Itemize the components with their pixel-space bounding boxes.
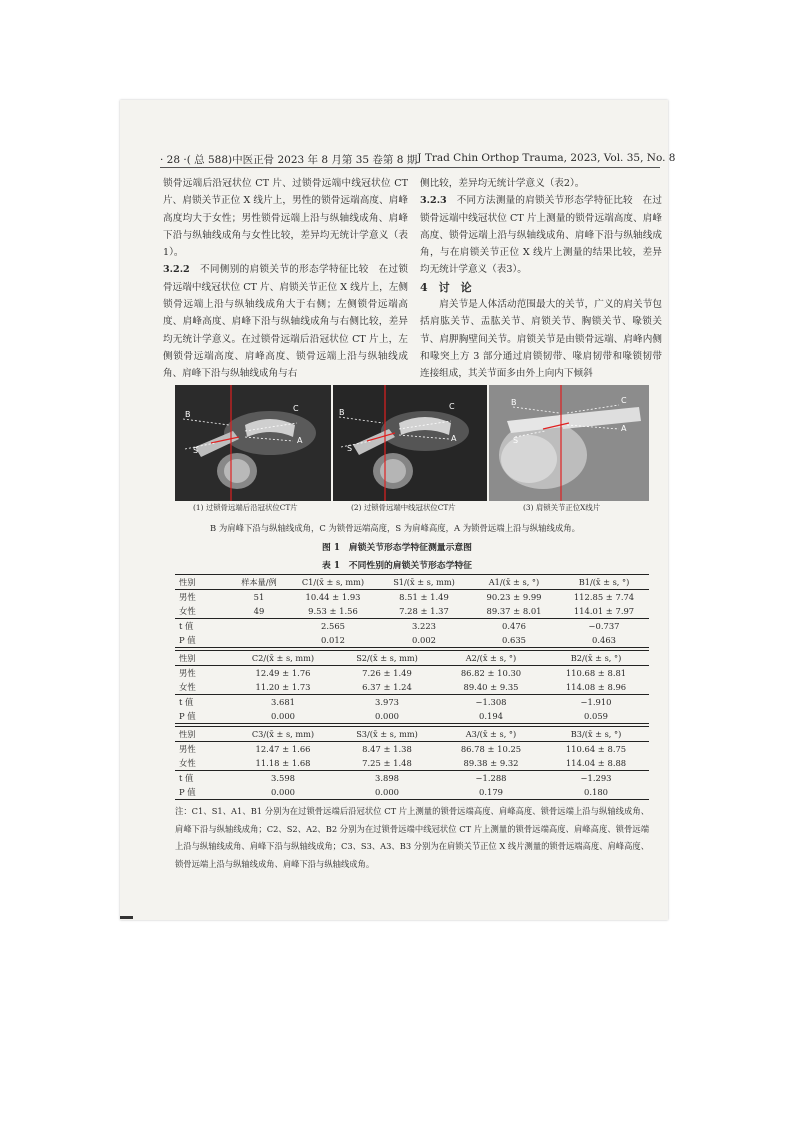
figure-caption-1: (1) 过锁骨远端后沿冠状位CT片	[193, 503, 298, 512]
running-header	[160, 152, 676, 167]
table-row: P 值 0.012 0.002 0.635 0.463	[175, 633, 649, 648]
table-row: 男性 12.47 ± 1.66 8.47 ± 1.38 86.78 ± 10.25 110.64 ± 8.75	[179, 744, 627, 754]
col-header: 性别	[175, 575, 231, 590]
subsection-number: 3.2.3	[420, 195, 447, 207]
table-row: 女性 11.20 ± 1.73 6.37 ± 1.24 89.40 ± 9.35 114.08 ± 8.96	[175, 680, 649, 695]
stats-table-1	[175, 574, 649, 648]
figure-note: B 为肩峰下沿与纵轴线成角，C 为锁骨远端高度，S 为肩峰高度，A 为锁骨远端上沿与纵轴线成角。	[210, 523, 580, 533]
left-column	[163, 175, 408, 383]
left-para-1: 锁骨远端后沿冠状位 CT 片、过锁骨远端中线冠状位 CT 片、肩锁关节正位 X 线片上，男性的锁骨远端高度、肩峰高度均大于女性；男性锁骨远端上沿与纵轴线成角、肩峰下沿与纵轴线成角与女性比较，差异均无统计学意义（表1）。	[163, 178, 408, 259]
journal-cn: 中医正骨 2023 年 8 月第 35 卷第 8 期	[232, 154, 418, 166]
subsection-number: 3.2.2	[163, 264, 190, 276]
label-s: S	[193, 446, 199, 455]
label-a: A	[621, 424, 627, 433]
section-heading: 4 讨 论	[420, 280, 472, 294]
label-c: C	[293, 404, 299, 413]
ct-image-posterior	[175, 385, 331, 501]
subsection-title: 不同方法测量的肩锁关节形态学特征比较	[456, 195, 633, 207]
table-header-row	[175, 575, 649, 590]
stats-table-2	[175, 650, 649, 724]
subsection-title: 不同侧别的肩锁关节的形态学特征比较	[199, 264, 369, 276]
left-para-2: 在过锁骨远端中线冠状位 CT 片、肩锁关节正位 X 线片上，左侧锁骨远端上沿与纵轴线成角大于右侧；左侧锁骨远端高度、肩峰高度、肩峰下沿与纵轴线成角与右侧比较，差异均无统计学意义。在过锁骨远端后沿冠状位 CT 片上，左侧锁骨远端高度、肩峰高度、锁骨远端上沿与纵轴线成角、肩峰下沿与纵轴线成角与右	[163, 264, 408, 380]
figure-caption-2: (2) 过锁骨远端中线冠状位CT片	[351, 503, 456, 512]
col-header: B1/(x̄ ± s, °)	[559, 575, 649, 590]
table-row: 女性 11.18 ± 1.68 7.25 ± 1.48 89.38 ± 9.32 114.04 ± 8.88	[175, 756, 649, 771]
label-s: S	[347, 444, 353, 453]
table-row: 男性 51 10.44 ± 1.93 8.51 ± 1.49 90.23 ± 9.99 112.85 ± 7.74	[179, 592, 635, 602]
table-row: t 值 3.681 3.973 −1.308 −1.910	[179, 697, 612, 707]
table-row: 女性 49 9.53 ± 1.56 7.28 ± 1.37 89.37 ± 8.01 114.01 ± 7.97	[175, 604, 649, 619]
journal-en: J Trad Chin Orthop Trauma, 2023, Vol. 35, No. 8	[417, 152, 676, 164]
table-header-row: 性别 C3/(x̄ ± s, mm) S3/(x̄ ± s, mm) A3/(x̄ ± s, °) B3/(x̄ ± s, °)	[175, 727, 649, 742]
label-b: B	[185, 410, 191, 419]
right-para-2: 在过锁骨远端中线冠状位 CT 片上测量的锁骨远端高度、肩峰高度、锁骨远端上沿与纵轴线成角、肩峰下沿与纵轴线成角，与在肩锁关节正位 X 线片上测量的结果比较，差异均无统计学意义（表3）。	[420, 195, 663, 276]
left-subsection	[163, 261, 408, 382]
label-s: S	[513, 436, 519, 445]
table-title: 表 1 不同性别的肩锁关节形态学特征	[322, 561, 472, 571]
col-header: 样本量/例	[231, 575, 287, 590]
xray-image	[489, 385, 649, 501]
table-row: P 值 0.000 0.000 0.179 0.180	[175, 785, 649, 800]
table-header-row: 性别 C2/(x̄ ± s, mm) S2/(x̄ ± s, mm) A2/(x̄ ± s, °) B2/(x̄ ± s, °)	[175, 651, 649, 666]
right-para-3: 肩关节是人体活动范围最大的关节，广义的肩关节包括肩肱关节、盂肱关节、肩锁关节、胸锁关节、喙锁关节、肩胛胸壁间关节。肩锁关节是由锁骨远端、肩峰内侧和喙突上方 3 部分通过肩锁韧带、喙肩韧带和喙锁韧带连接组成，其关节面多由外上向内下倾斜	[420, 299, 662, 380]
stats-table-3	[175, 726, 649, 800]
right-column	[420, 175, 662, 383]
label-a: A	[297, 436, 303, 445]
label-c: C	[449, 402, 455, 411]
figure-caption-3: (3) 肩锁关节正位X线片	[523, 503, 601, 512]
scan-edge-mark	[120, 916, 133, 919]
col-header: A1/(x̄ ± s, °)	[469, 575, 559, 590]
right-subsection	[420, 192, 662, 278]
right-para-1: 侧比较，差异均无统计学意义（表2）。	[420, 178, 585, 189]
col-header: S1/(x̄ ± s, mm)	[379, 575, 469, 590]
col-header: C1/(x̄ ± s, mm)	[287, 575, 379, 590]
label-c: C	[621, 396, 627, 405]
page-number: · 28 ·( 总 588)	[160, 154, 233, 166]
label-a: A	[451, 434, 457, 443]
label-b: B	[339, 408, 345, 417]
figure-1	[175, 385, 649, 515]
table-row: P 值 0.000 0.000 0.194 0.059	[175, 709, 649, 724]
figure-title: 图 1 肩锁关节形态学特征测量示意图	[322, 543, 472, 553]
table-row: 男性 12.49 ± 1.76 7.26 ± 1.49 86.82 ± 10.30 110.68 ± 8.81	[179, 668, 627, 678]
table-row: t 值 3.598 3.898 −1.288 −1.293	[179, 773, 612, 783]
table-note: 注：C1、S1、A1、B1 分别为在过锁骨远端后沿冠状位 CT 片上测量的锁骨远端高度、肩峰高度、锁骨远端上沿与纵轴线成角、肩峰下沿与纵轴线成角；C2、S2、A2、B2 分别为在过锁骨远端中线冠状位 CT 片上测量的锁骨远端高度、肩峰高度、锁骨远端上沿与纵轴线成角、肩峰下沿与纵轴线成角；C3、S3、A3、B3 分别为在肩锁关节正位 X 线片测量的锁骨远端高度、肩峰高度、锁骨远端上沿与纵轴线成角、肩峰下沿与纵轴线成角。	[175, 806, 649, 869]
table-row: t 值 2.565 3.223 0.476 −0.737	[179, 621, 620, 631]
header-rule	[160, 167, 660, 168]
label-b: B	[511, 398, 517, 407]
ct-image-midline	[333, 385, 487, 501]
